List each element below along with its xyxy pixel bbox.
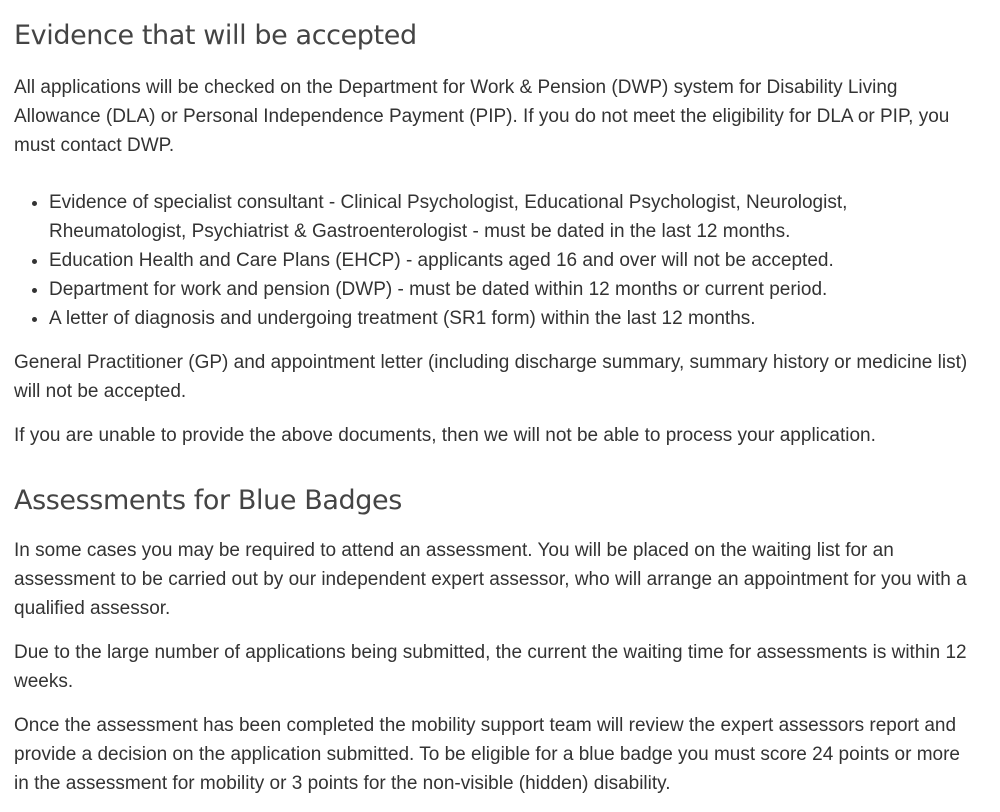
assessment-paragraph-1: In some cases you may be required to attend an assessment. You will be placed on the waiting list for an assessment to be carried out by our independent expert assessor, who will arrange an appointment for you with a qualified assessor. xyxy=(14,540,967,619)
list-item: • A letter of diagnosis and undergoing treatment (SR1 form) within the last 12 months. xyxy=(49,304,978,333)
evidence-intro: All applications will be checked on the Department for Work & Pension (DWP) system for Disability Living Allowance (DLA) or Personal Independence Payment (PIP). If you do not meet the eligibility for DLA or PIP, you must contact DWP. xyxy=(14,77,950,156)
assessment-paragraph-3: Once the assessment has been completed the mobility support team will review the expert assessors report and provide a decision on the application submitted. To be eligible for a blue badge you must score 24 points or more in the assessment for mobility or 3 points for the non-visible (hidden) disability. xyxy=(14,715,961,794)
assessments-section xyxy=(14,484,978,798)
assessments-heading: Assessments for Blue Badges xyxy=(14,485,402,516)
assessment-paragraph-2: Due to the large number of applications being submitted, the current the waiting time for assessments is within 12 weeks. xyxy=(14,642,967,692)
list-item: • Department for work and pension (DWP) - must be dated within 12 months or current period. xyxy=(49,275,978,304)
evidence-section xyxy=(14,0,978,450)
unable-note: If you are unable to provide the above documents, then we will not be able to process your application. xyxy=(14,425,876,446)
list-item: • Evidence of specialist consultant - Clinical Psychologist, Educational Psychologist, Neurologist, Rheumatologist, Psychiatrist & Gastroenterologist - must be dated in the last 12 months. xyxy=(49,188,978,246)
not-accepted-note: General Practitioner (GP) and appointment letter (including discharge summary, summary history or medicine list) will not be accepted. xyxy=(14,352,968,402)
evidence-heading: Evidence that will be accepted xyxy=(14,20,417,51)
list-item: • Education Health and Care Plans (EHCP) - applicants aged 16 and over will not be accepted. xyxy=(49,246,978,275)
evidence-list xyxy=(14,188,978,333)
